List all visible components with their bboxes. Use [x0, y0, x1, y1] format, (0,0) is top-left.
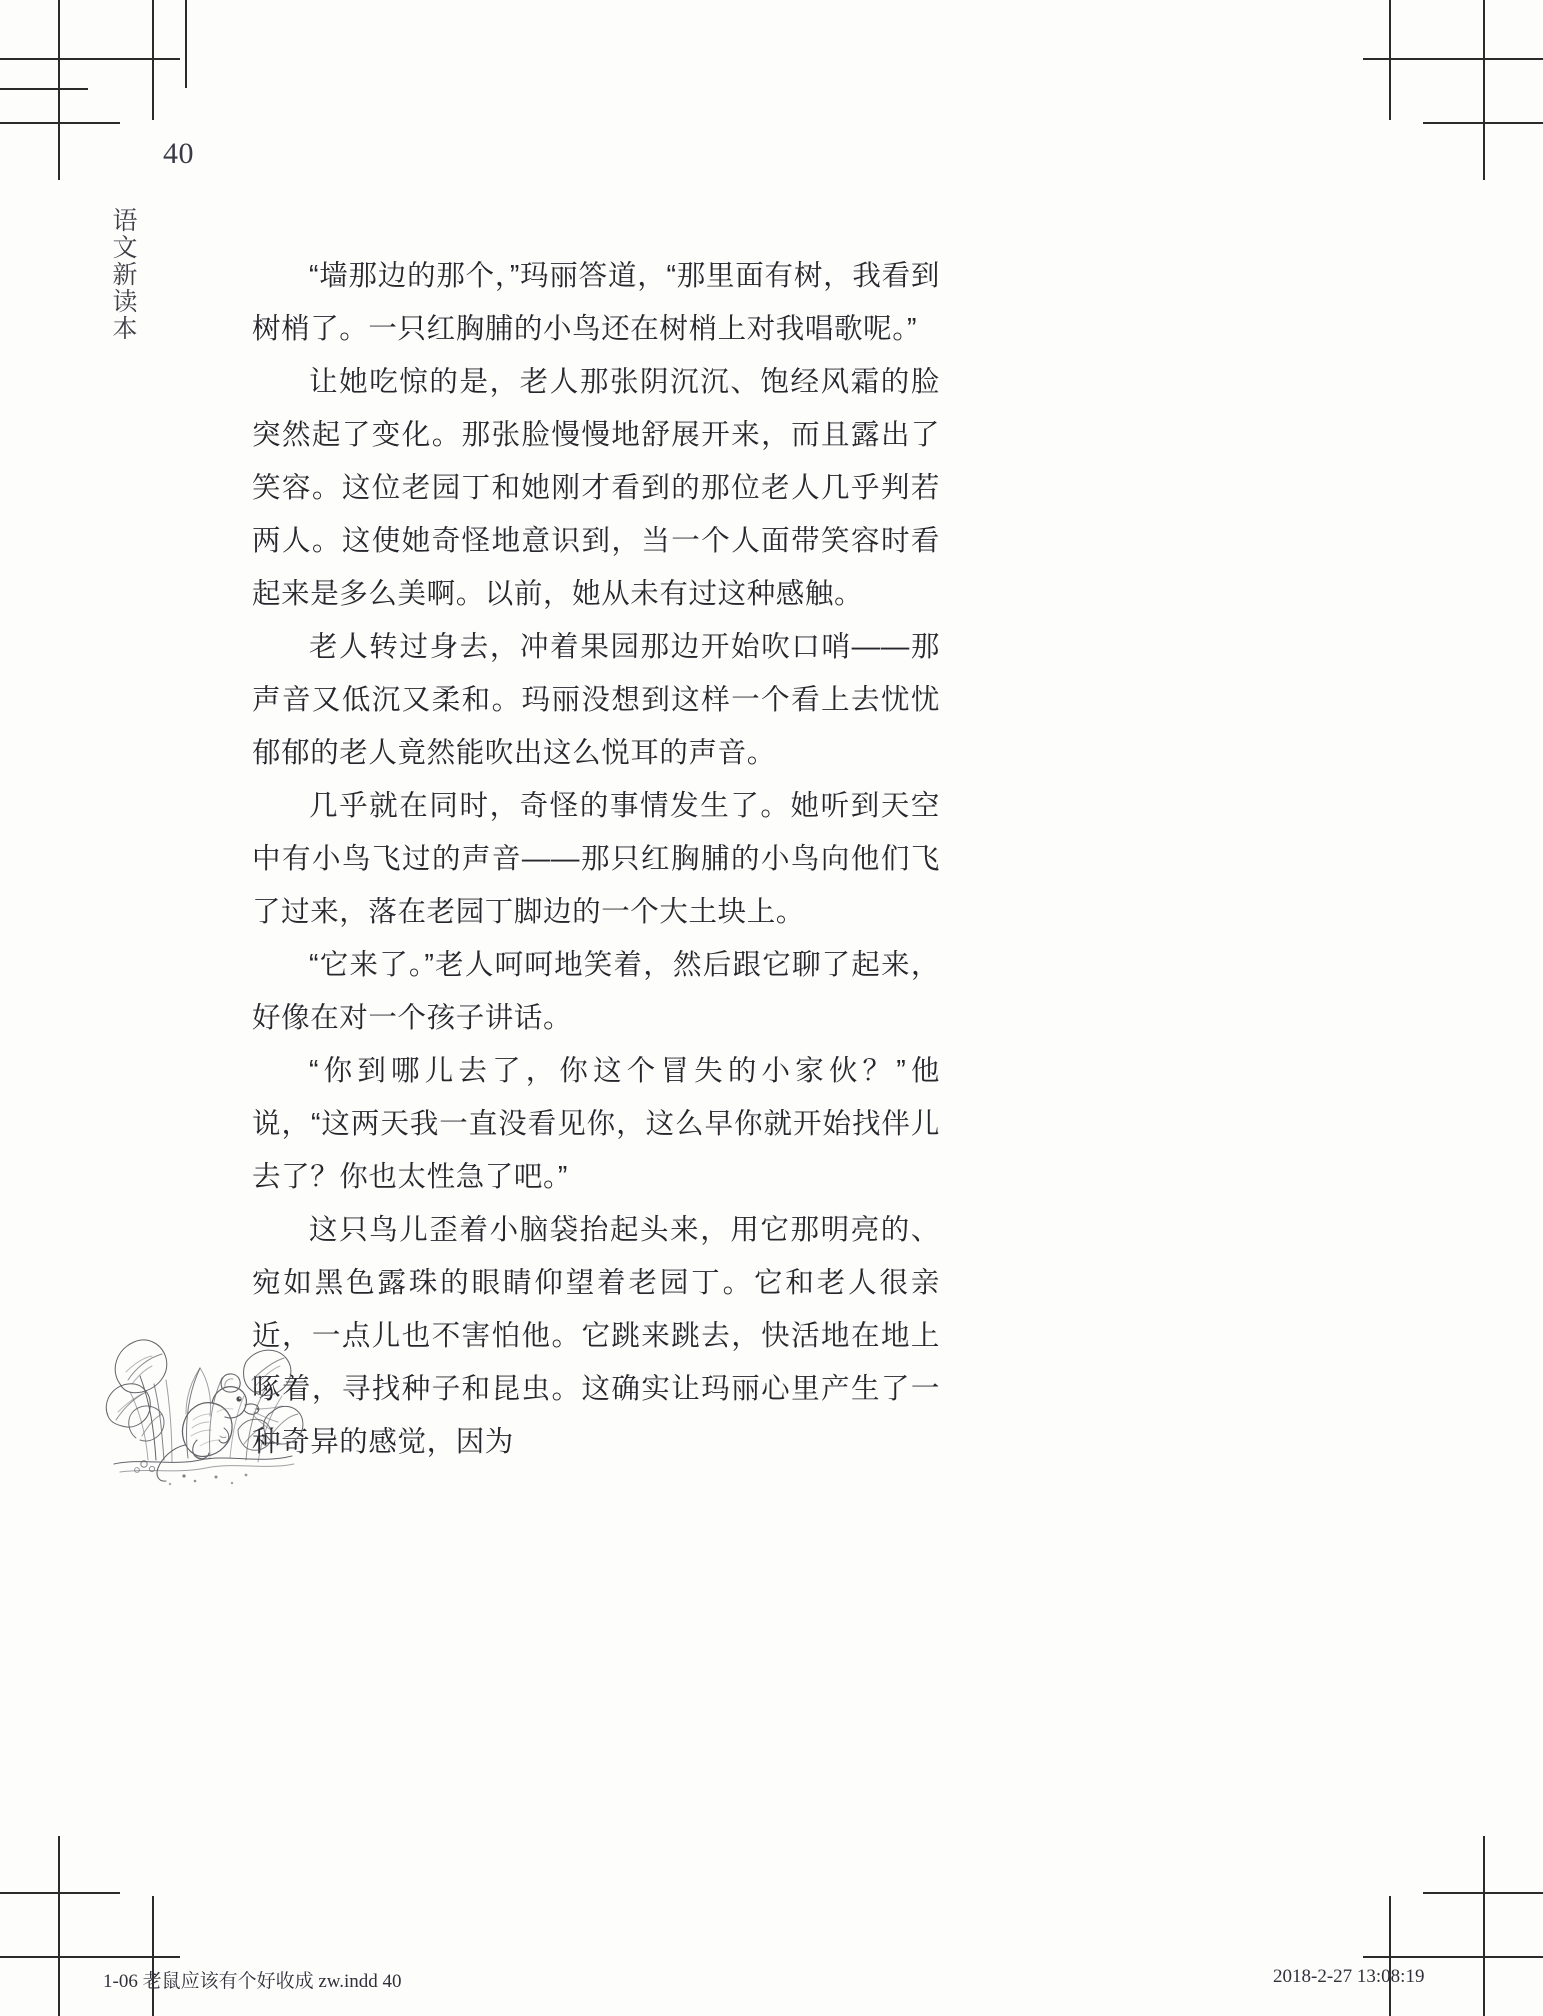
body-text-column	[252, 250, 940, 1469]
page-number: 40	[163, 137, 194, 170]
paragraph: “你到哪儿去了，你这个冒失的小家伙？”他说，“这两天我一直没看见你，这么早你就开始找伴儿去了？你也太性急了吧。”	[252, 1055, 940, 1193]
paragraph: 让她吃惊的是，老人那张阴沉沉、饱经风霜的脸突然起了变化。那张脸慢慢地舒展开来，而且露出了笑容。这位老园丁和她刚才看到的那位老人几乎判若两人。这使她奇怪地意识到，当一个人面带笑容时看起来是多么美啊。以前，她从未有过这种感触。	[252, 366, 940, 610]
footer-timestamp: 2018-2-27 13:08:19	[1273, 1966, 1425, 1987]
running-head-vertical: 语文新读本	[109, 207, 137, 342]
crop-mark-top-right	[1313, 0, 1543, 230]
footer-file-info: 1-06 老鼠应该有个好收成 zw.indd 40	[103, 1971, 402, 1992]
mouse-among-leaves-sketch-icon	[96, 1288, 314, 1500]
paragraph: “墙那边的那个，”玛丽答道，“那里面有树，我看到树梢了。一只红胸脯的小鸟还在树梢上对我唱歌呢。”	[252, 260, 940, 345]
paragraph: 几乎就在同时，奇怪的事情发生了。她听到天空中有小鸟飞过的声音——那只红胸脯的小鸟向他们飞了过来，落在老园丁脚边的一个大土块上。	[252, 790, 940, 928]
paragraph: 这只鸟儿歪着小脑袋抬起头来，用它那明亮的、宛如黑色露珠的眼睛仰望着老园丁。它和老人很亲近，一点儿也不害怕他。它跳来跳去，快活地在地上啄着，寻找种子和昆虫。这确实让玛丽心里产生了一种奇异的感觉，因为	[252, 1214, 940, 1458]
paragraph: “它来了。”老人呵呵地笑着，然后跟它聊了起来，好像在对一个孩子讲话。	[252, 949, 940, 1034]
paragraph: 老人转过身去，冲着果园那边开始吹口哨——那声音又低沉又柔和。玛丽没想到这样一个看上去忧忧郁郁的老人竟然能吹出这么悦耳的声音。	[252, 631, 940, 769]
crop-mark-top-left	[0, 0, 230, 230]
